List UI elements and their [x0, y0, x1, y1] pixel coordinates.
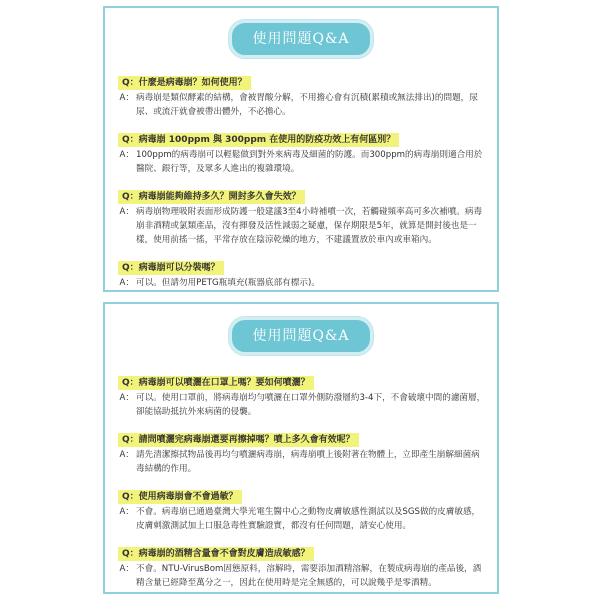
question: Q：使用病毒崩會不會過敏？ — [118, 490, 242, 504]
section-title-2: 使用問題Q&A — [229, 317, 373, 355]
answer-text: 可以。使用口罩前，將病毒崩均勻噴灑在口罩外側防潑層約3-4下，不會破壞中間的濾菌層，卻能協助抵抗外來病菌的侵襲。 — [136, 393, 486, 417]
answer — [118, 276, 487, 290]
answer — [118, 505, 487, 533]
qa-item — [118, 184, 487, 247]
answer-text: 病毒崩是類似酵素的結構，會被胃酸分解，不用擔心會有沉積(累積或無法排出)的問題，尿尿、或流汗就會被帶出體外，不必擔心。 — [136, 93, 478, 117]
section-title-1: 使用問題Q&A — [229, 20, 373, 58]
answer-prefix: A： — [119, 93, 134, 103]
answer-text: 不會。NTU-VirusBom固態原料，溶解時，需要添加酒精溶解，在製成病毒崩的產品後，酒精含量已經降至萬分之一，因此在使用時是完全無感的，可以說幾乎是零酒精。 — [136, 564, 482, 588]
answer-text: 不會。病毒崩已通過臺灣大學光電生醫中心之動物皮膚敏感性測試以及SGS做的皮膚敏感，皮膚刺激測試加上口服急毒性實驗證實，都沒有任何問題，請安心使用。 — [136, 507, 481, 531]
qa-card-1 — [103, 6, 499, 292]
answer-prefix: A： — [119, 393, 134, 403]
answer — [118, 391, 487, 419]
answer — [118, 91, 487, 119]
qa-item — [118, 484, 487, 533]
qa-item — [118, 127, 487, 176]
answer — [118, 448, 487, 476]
question: Q：病毒崩的酒精含量會不會對皮膚造成敏感？ — [118, 547, 314, 561]
answer-prefix: A： — [119, 207, 134, 217]
answer-prefix: A： — [119, 507, 134, 517]
answer-prefix: A： — [119, 564, 134, 574]
question: Q：病毒崩能夠維持多久？開封多久會失效？ — [118, 190, 305, 204]
question: Q：什麼是病毒崩？如何使用？ — [118, 76, 251, 90]
qa-list-2 — [118, 370, 487, 598]
answer-prefix: A： — [119, 450, 134, 460]
question: Q：病毒崩可以分裝嗎？ — [118, 261, 224, 275]
qa-list-1 — [118, 70, 487, 298]
qa-item — [118, 370, 487, 419]
answer — [118, 205, 487, 247]
qa-item — [118, 255, 487, 290]
answer-text: 可以。但請勿用PETG瓶填充(瓶器底部有標示)。 — [136, 278, 320, 288]
question: Q：請問噴灑完病毒崩還要再擦掉嗎？噴上多久會有效呢？ — [118, 433, 359, 447]
answer-text: 病毒崩物理吸附表面形成防護一般建議3至4小時補噴一次，若觸碰頻率高可多次補噴。病毒崩非酒精或氯類產品，沒有揮發及活性減弱之疑慮，保存期限是5年，就算是開封後也是一樣，使用前搖一搖，平常存放在陰涼乾燥的地方，不建議置放於車內或車箱內。 — [136, 207, 483, 245]
qa-item — [118, 427, 487, 476]
qa-item — [118, 70, 487, 119]
qa-card-2 — [103, 302, 499, 594]
question: Q：病毒崩 100ppm 與 300ppm 在使用的防疫功效上有何區別？ — [118, 133, 399, 147]
answer-text: 請先清潔擦拭物品後再均勻噴灑病毒崩，病毒崩噴上後附著在物體上，立即產生崩解細菌病毒結構的作用。 — [136, 450, 480, 474]
question: Q：病毒崩可以噴灑在口罩上嗎？要如何噴灑？ — [118, 376, 314, 390]
answer-text: 100ppm的病毒崩可以輕鬆做到對外來病毒及細菌的防護。而300ppm的病毒崩則適合用於醫院、銀行等，及眾多人進出的複雜環境。 — [136, 150, 483, 174]
answer-prefix: A： — [119, 150, 134, 160]
answer — [118, 148, 487, 176]
answer-prefix: A： — [119, 278, 134, 288]
qa-item — [118, 541, 487, 590]
answer — [118, 562, 487, 590]
